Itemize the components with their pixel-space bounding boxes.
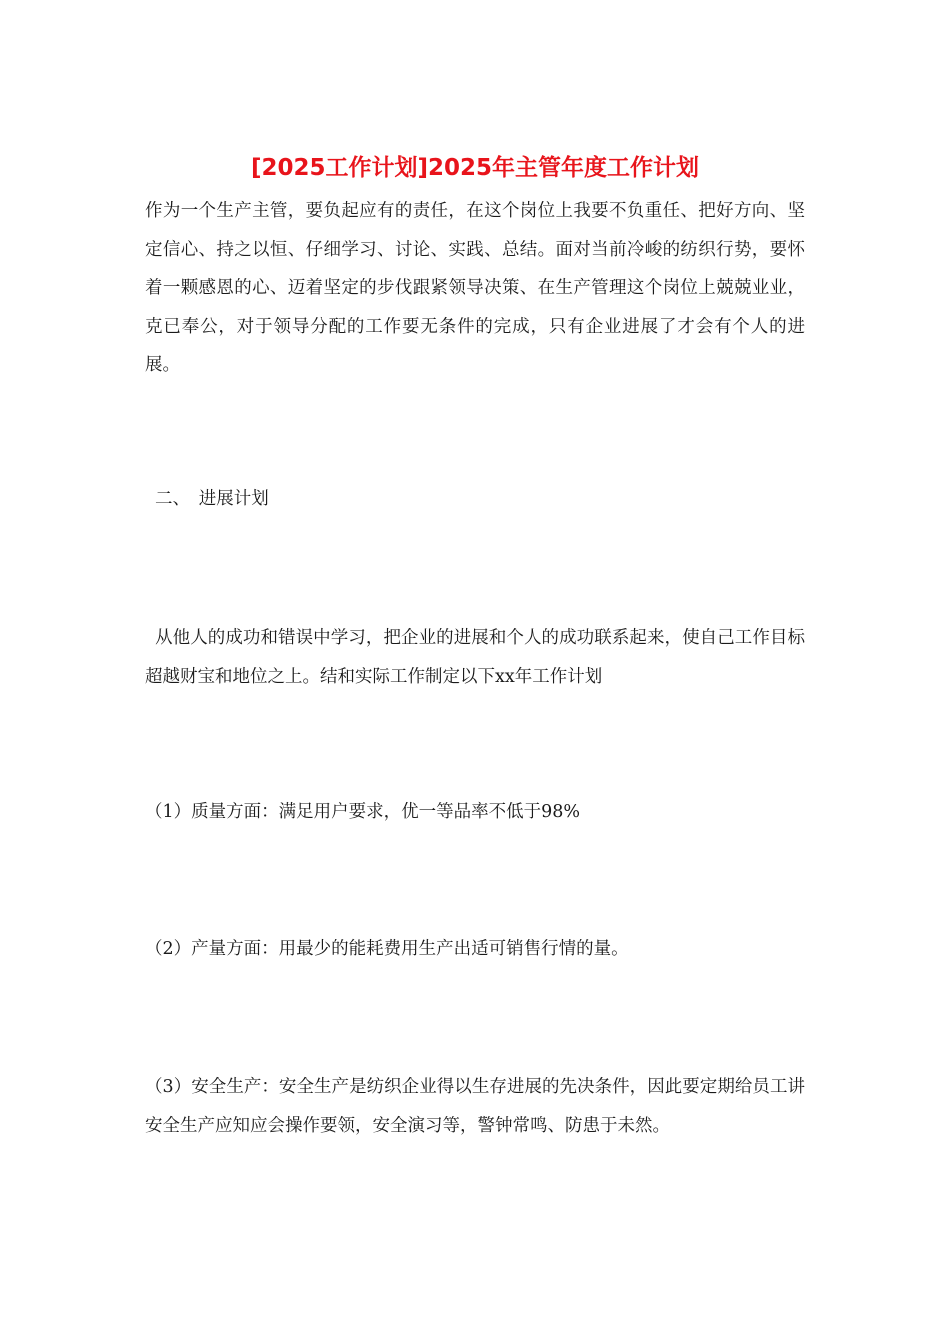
plan-item-quality: （1）质量方面：满足用户要求，优一等品率不低于98%	[145, 802, 581, 822]
document-title: [2025工作计划]2025年主管年度工作计划	[250, 155, 700, 181]
plan-item-output: （2）产量方面：用最少的能耗费用生产出适可销售行情的量。	[145, 939, 629, 959]
section-paragraph-text: 从他人的成功和错误中学习，把企业的进展和个人的成功联系起来，使自己工作目标超越财宝和地位之上。结和实际工作制定以下xx年工作计划	[145, 628, 805, 687]
section-heading: 二、 进展计划	[155, 489, 269, 509]
section-paragraph	[145, 619, 805, 696]
plan-item-safety: （3）安全生产：安全生产是纺织企业得以生存进展的先决条件，因此要定期给员工讲安全生产应知应会操作要领，安全演习等，警钟常鸣、防患于未然。	[145, 1077, 805, 1136]
intro-paragraph: 作为一个生产主管，要负起应有的责任，在这个岗位上我要不负重任、把好方向、坚定信心、持之以恒、仔细学习、讨论、实践、总结。面对当前冷峻的纺织行势，要怀着一颗感恩的心、迈着坚定的步伐跟紧领导决策、在生产管理这个岗位上兢兢业业，克已奉公，对于领导分配的工作要无条件的完成，只有企业进展了才会有个人的进展。	[145, 201, 805, 375]
